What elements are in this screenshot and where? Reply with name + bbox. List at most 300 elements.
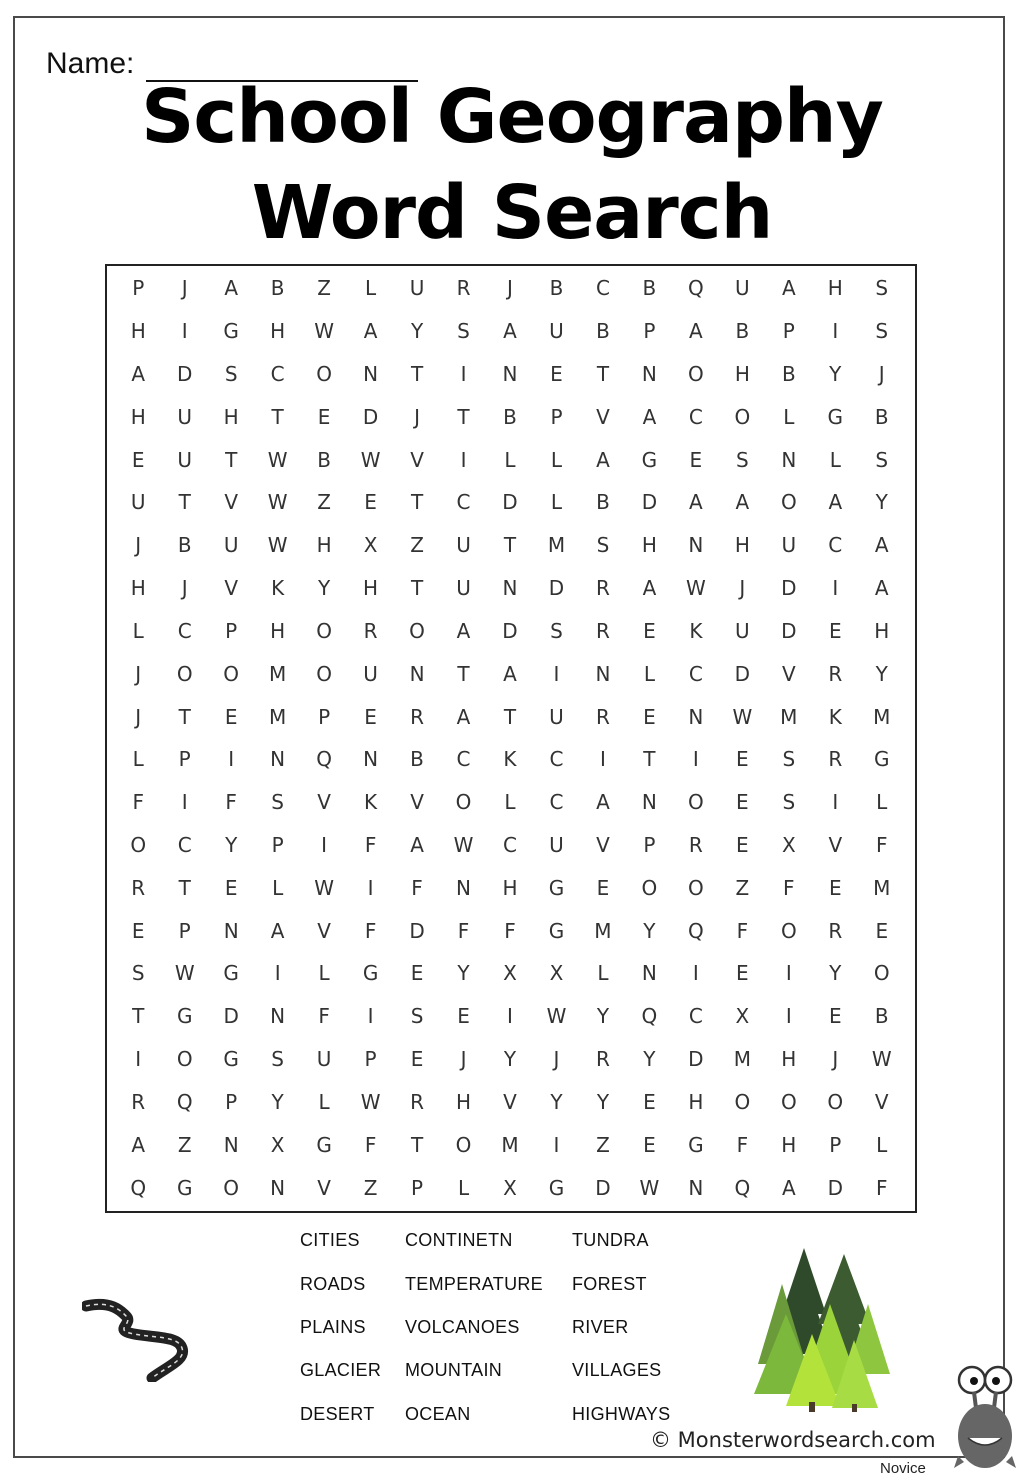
grid-letter[interactable]: A xyxy=(781,276,796,301)
grid-letter[interactable]: E xyxy=(596,875,610,900)
grid-letter[interactable]: Y xyxy=(829,961,842,986)
grid-letter[interactable]: I xyxy=(367,875,374,900)
grid-letter[interactable]: L xyxy=(132,747,144,772)
grid-letter[interactable]: G xyxy=(176,1004,193,1029)
grid-letter[interactable]: N xyxy=(641,790,657,815)
grid-letter[interactable]: W xyxy=(360,447,381,472)
grid-letter[interactable]: O xyxy=(223,661,240,686)
grid-letter[interactable]: V xyxy=(596,833,610,858)
grid-letter[interactable]: B xyxy=(549,276,564,301)
grid-letter[interactable]: T xyxy=(503,704,517,729)
grid-letter[interactable]: B xyxy=(735,319,750,344)
grid-letter[interactable]: A xyxy=(503,319,517,344)
grid-letter[interactable]: D xyxy=(362,404,379,429)
grid-letter[interactable]: L xyxy=(504,447,516,472)
grid-letter[interactable]: E xyxy=(457,1004,470,1029)
grid-letter[interactable]: N xyxy=(223,1132,239,1157)
grid-letter[interactable]: J xyxy=(739,576,746,601)
grid-letter[interactable]: L xyxy=(876,1132,888,1157)
grid-letter[interactable]: R xyxy=(595,704,610,729)
grid-letter[interactable]: X xyxy=(735,1004,750,1029)
grid-letter[interactable]: G xyxy=(316,1132,332,1157)
grid-letter[interactable]: N xyxy=(688,1175,704,1200)
grid-letter[interactable]: Z xyxy=(363,1175,378,1200)
grid-letter[interactable]: E xyxy=(364,704,377,729)
grid-letter[interactable]: Y xyxy=(875,490,888,515)
grid-letter[interactable]: Q xyxy=(688,276,704,301)
grid-letter[interactable]: H xyxy=(130,576,146,601)
grid-letter[interactable]: O xyxy=(316,661,332,686)
grid-letter[interactable]: B xyxy=(270,276,285,301)
grid-letter[interactable]: A xyxy=(735,490,750,515)
grid-letter[interactable]: G xyxy=(223,1047,239,1072)
grid-letter[interactable]: J xyxy=(181,576,188,601)
grid-letter[interactable]: T xyxy=(132,1004,145,1029)
grid-letter[interactable]: G xyxy=(223,319,239,344)
grid-letter[interactable]: E xyxy=(736,747,749,772)
grid-letter[interactable]: N xyxy=(270,1004,286,1029)
grid-letter[interactable]: M xyxy=(873,875,891,900)
grid-letter[interactable]: O xyxy=(688,362,704,387)
grid-letter[interactable]: R xyxy=(363,618,378,643)
grid-letter[interactable]: V xyxy=(224,490,239,515)
grid-letter[interactable]: F xyxy=(318,1004,330,1029)
grid-letter[interactable]: S xyxy=(782,747,796,772)
grid-letter[interactable]: D xyxy=(548,576,565,601)
grid-letter[interactable]: C xyxy=(177,833,192,858)
grid-letter[interactable]: D xyxy=(641,490,658,515)
grid-letter[interactable]: H xyxy=(827,276,843,301)
grid-letter[interactable]: T xyxy=(178,704,191,729)
grid-letter[interactable]: V xyxy=(874,1089,889,1114)
grid-letter[interactable]: V xyxy=(317,790,331,815)
grid-letter[interactable]: E xyxy=(550,362,563,387)
grid-letter[interactable]: A xyxy=(456,704,471,729)
grid-letter[interactable]: C xyxy=(456,747,471,772)
grid-letter[interactable]: F xyxy=(736,1132,749,1157)
grid-letter[interactable]: L xyxy=(365,276,377,301)
grid-letter[interactable]: E xyxy=(643,1089,656,1114)
grid-letter[interactable]: S xyxy=(457,319,470,344)
grid-letter[interactable]: U xyxy=(549,319,564,344)
grid-letter[interactable]: H xyxy=(363,576,379,601)
grid-letter[interactable]: L xyxy=(318,961,330,986)
grid-letter[interactable]: T xyxy=(410,576,424,601)
grid-letter[interactable]: W xyxy=(871,1047,892,1072)
grid-letter[interactable]: P xyxy=(364,1047,377,1072)
grid-letter[interactable]: P xyxy=(178,747,191,772)
grid-letter[interactable]: Z xyxy=(410,533,424,558)
grid-letter[interactable]: O xyxy=(176,661,193,686)
grid-letter[interactable]: V xyxy=(781,661,796,686)
grid-letter[interactable]: O xyxy=(688,875,704,900)
grid-letter[interactable]: P xyxy=(178,918,191,943)
grid-letter[interactable]: B xyxy=(642,276,657,301)
grid-letter[interactable]: Z xyxy=(177,1132,192,1157)
grid-letter[interactable]: A xyxy=(828,490,843,515)
grid-letter[interactable]: X xyxy=(270,1132,285,1157)
grid-letter[interactable]: F xyxy=(132,790,144,815)
grid-letter[interactable]: I xyxy=(785,1004,792,1029)
grid-letter[interactable]: U xyxy=(735,276,750,301)
grid-letter[interactable]: P xyxy=(643,833,656,858)
grid-letter[interactable]: C xyxy=(503,833,517,858)
grid-letter[interactable]: G xyxy=(688,1132,704,1157)
grid-letter[interactable]: T xyxy=(410,1132,424,1157)
grid-letter[interactable]: X xyxy=(503,961,517,986)
grid-letter[interactable]: S xyxy=(271,790,284,815)
grid-letter[interactable]: U xyxy=(409,276,425,301)
grid-letter[interactable]: S xyxy=(271,1047,284,1072)
grid-letter[interactable]: W xyxy=(314,875,334,900)
grid-letter[interactable]: B xyxy=(874,1004,889,1029)
grid-letter[interactable]: A xyxy=(874,576,889,601)
grid-letter[interactable]: C xyxy=(688,661,703,686)
grid-letter[interactable]: J xyxy=(135,704,142,729)
grid-letter[interactable]: D xyxy=(223,1004,239,1029)
grid-letter[interactable]: J xyxy=(181,276,188,301)
grid-letter[interactable]: H xyxy=(688,1089,704,1114)
grid-letter[interactable]: N xyxy=(270,1175,286,1200)
grid-letter[interactable]: A xyxy=(131,1132,146,1157)
grid-letter[interactable]: Y xyxy=(318,576,331,601)
grid-letter[interactable]: O xyxy=(316,362,332,387)
grid-letter[interactable]: R xyxy=(688,833,703,858)
grid-letter[interactable]: G xyxy=(827,404,844,429)
grid-letter[interactable]: O xyxy=(780,1089,797,1114)
grid-letter[interactable]: N xyxy=(223,918,239,943)
grid-letter[interactable]: A xyxy=(642,404,657,429)
grid-letter[interactable]: O xyxy=(641,875,658,900)
grid-letter[interactable]: E xyxy=(131,918,145,943)
grid-letter[interactable]: L xyxy=(504,790,516,815)
grid-letter[interactable]: I xyxy=(507,1004,513,1029)
grid-letter[interactable]: A xyxy=(503,661,517,686)
grid-letter[interactable]: F xyxy=(504,918,516,943)
grid-letter[interactable]: V xyxy=(410,447,424,472)
grid-letter[interactable]: H xyxy=(223,404,239,429)
grid-letter[interactable]: N xyxy=(270,747,286,772)
grid-letter[interactable]: O xyxy=(688,790,704,815)
grid-letter[interactable]: U xyxy=(456,576,471,601)
grid-letter[interactable]: Y xyxy=(643,918,656,943)
grid-letter[interactable]: W xyxy=(174,961,195,986)
grid-letter[interactable]: Y xyxy=(596,1089,610,1114)
grid-letter[interactable]: W xyxy=(732,704,753,729)
grid-letter[interactable]: D xyxy=(502,490,518,515)
grid-letter[interactable]: O xyxy=(223,1175,240,1200)
grid-letter[interactable]: N xyxy=(502,576,518,601)
grid-letter[interactable]: Y xyxy=(410,319,424,344)
grid-letter[interactable]: I xyxy=(832,576,839,601)
grid-letter[interactable]: L xyxy=(829,447,841,472)
grid-letter[interactable]: G xyxy=(548,1175,565,1200)
grid-letter[interactable]: L xyxy=(132,618,144,643)
grid-letter[interactable]: R xyxy=(595,576,610,601)
grid-letter[interactable]: I xyxy=(274,961,281,986)
grid-letter[interactable]: D xyxy=(827,1175,843,1200)
grid-letter[interactable]: N xyxy=(641,362,657,387)
grid-letter[interactable]: Q xyxy=(734,1175,751,1200)
grid-letter[interactable]: T xyxy=(457,661,470,686)
grid-letter[interactable]: N xyxy=(641,961,657,986)
grid-letter[interactable]: O xyxy=(780,490,797,515)
grid-letter[interactable]: W xyxy=(639,1175,660,1200)
grid-letter[interactable]: Q xyxy=(316,747,332,772)
grid-letter[interactable]: W xyxy=(453,833,474,858)
grid-letter[interactable]: O xyxy=(734,1089,751,1114)
grid-letter[interactable]: J xyxy=(460,1047,467,1072)
grid-letter[interactable]: A xyxy=(363,319,378,344)
grid-letter[interactable]: M xyxy=(873,704,891,729)
grid-letter[interactable]: N xyxy=(363,747,379,772)
grid-letter[interactable]: J xyxy=(878,362,885,387)
grid-letter[interactable]: C xyxy=(549,790,564,815)
grid-letter[interactable]: M xyxy=(501,1132,519,1157)
grid-letter[interactable]: R xyxy=(131,1089,146,1114)
grid-letter[interactable]: A xyxy=(131,362,146,387)
grid-letter[interactable]: Q xyxy=(688,918,704,943)
grid-letter[interactable]: F xyxy=(225,790,237,815)
grid-letter[interactable]: C xyxy=(270,362,285,387)
grid-letter[interactable]: R xyxy=(410,1089,424,1114)
grid-letter[interactable]: V xyxy=(317,918,331,943)
grid-letter[interactable]: K xyxy=(271,576,285,601)
grid-letter[interactable]: M xyxy=(547,533,566,558)
grid-letter[interactable]: O xyxy=(409,618,425,643)
grid-letter[interactable]: V xyxy=(828,833,843,858)
grid-letter[interactable]: F xyxy=(364,833,377,858)
grid-letter[interactable]: E xyxy=(410,961,424,986)
grid-letter[interactable]: B xyxy=(874,404,889,429)
grid-letter[interactable]: N xyxy=(688,533,704,558)
grid-letter[interactable]: I xyxy=(785,961,792,986)
grid-letter[interactable]: U xyxy=(456,533,471,558)
grid-letter[interactable]: D xyxy=(688,1047,704,1072)
grid-letter[interactable]: T xyxy=(410,490,424,515)
grid-letter[interactable]: E xyxy=(689,447,703,472)
grid-letter[interactable]: N xyxy=(456,875,471,900)
grid-letter[interactable]: N xyxy=(781,447,797,472)
grid-letter[interactable]: A xyxy=(689,490,703,515)
grid-letter[interactable]: J xyxy=(832,1047,839,1072)
grid-letter[interactable]: J xyxy=(135,661,142,686)
grid-letter[interactable]: U xyxy=(549,704,564,729)
grid-letter[interactable]: I xyxy=(599,747,606,772)
grid-letter[interactable]: B xyxy=(410,747,424,772)
grid-letter[interactable]: G xyxy=(874,747,890,772)
grid-letter[interactable]: D xyxy=(409,918,425,943)
grid-letter[interactable]: L xyxy=(876,790,888,815)
grid-letter[interactable]: I xyxy=(692,747,699,772)
grid-letter[interactable]: T xyxy=(178,490,191,515)
grid-letter[interactable]: C xyxy=(549,747,564,772)
grid-letter[interactable]: A xyxy=(874,533,889,558)
grid-letter[interactable]: M xyxy=(780,704,798,729)
grid-letter[interactable]: B xyxy=(781,362,796,387)
grid-letter[interactable]: E xyxy=(828,1004,842,1029)
grid-letter[interactable]: A xyxy=(596,790,610,815)
grid-letter[interactable]: E xyxy=(131,447,145,472)
grid-letter[interactable]: U xyxy=(177,404,193,429)
grid-letter[interactable]: I xyxy=(135,1047,142,1072)
grid-letter[interactable]: D xyxy=(177,362,193,387)
grid-letter[interactable]: S xyxy=(782,790,796,815)
grid-letter[interactable]: O xyxy=(873,961,890,986)
grid-letter[interactable]: R xyxy=(828,661,843,686)
grid-letter[interactable]: P xyxy=(829,1132,842,1157)
grid-letter[interactable]: X xyxy=(781,833,796,858)
grid-letter[interactable]: C xyxy=(595,276,610,301)
grid-letter[interactable]: O xyxy=(780,918,797,943)
grid-letter[interactable]: J xyxy=(553,1047,560,1072)
grid-letter[interactable]: K xyxy=(828,704,842,729)
grid-letter[interactable]: P xyxy=(225,618,238,643)
grid-letter[interactable]: M xyxy=(269,661,287,686)
grid-letter[interactable]: W xyxy=(546,1004,567,1029)
grid-letter[interactable]: V xyxy=(317,1175,331,1200)
grid-letter[interactable]: D xyxy=(502,618,518,643)
grid-letter[interactable]: F xyxy=(783,875,795,900)
grid-letter[interactable]: Y xyxy=(271,1089,284,1114)
grid-letter[interactable]: E xyxy=(736,790,749,815)
grid-letter[interactable]: T xyxy=(178,875,191,900)
grid-letter[interactable]: R xyxy=(410,704,424,729)
grid-letter[interactable]: F xyxy=(876,833,888,858)
grid-letter[interactable]: P xyxy=(782,319,795,344)
grid-letter[interactable]: M xyxy=(733,1047,751,1072)
grid-letter[interactable]: U xyxy=(177,447,193,472)
grid-letter[interactable]: A xyxy=(410,833,424,858)
grid-letter[interactable]: L xyxy=(457,1175,470,1200)
grid-letter[interactable]: R xyxy=(131,875,146,900)
grid-letter[interactable]: E xyxy=(828,875,842,900)
grid-letter[interactable]: K xyxy=(364,790,378,815)
grid-letter[interactable]: A xyxy=(689,319,703,344)
grid-letter[interactable]: V xyxy=(503,1089,517,1114)
grid-letter[interactable]: G xyxy=(176,1175,193,1200)
grid-letter[interactable]: E xyxy=(224,704,238,729)
grid-letter[interactable]: C xyxy=(688,404,703,429)
grid-letter[interactable]: S xyxy=(550,618,563,643)
grid-letter[interactable]: X xyxy=(549,961,564,986)
grid-letter[interactable]: G xyxy=(548,918,565,943)
grid-letter[interactable]: Z xyxy=(317,490,331,515)
grid-letter[interactable]: L xyxy=(318,1089,330,1114)
grid-letter[interactable]: J xyxy=(135,533,142,558)
grid-letter[interactable]: W xyxy=(267,447,288,472)
grid-letter[interactable]: U xyxy=(781,533,797,558)
grid-letter[interactable]: G xyxy=(548,875,565,900)
grid-letter[interactable]: T xyxy=(225,447,238,472)
grid-letter[interactable]: T xyxy=(271,404,284,429)
grid-letter[interactable]: I xyxy=(460,362,467,387)
grid-letter[interactable]: K xyxy=(503,747,517,772)
grid-letter[interactable]: D xyxy=(595,1175,611,1200)
grid-letter[interactable]: O xyxy=(455,1132,472,1157)
grid-letter[interactable]: H xyxy=(641,533,657,558)
grid-letter[interactable]: A xyxy=(224,276,239,301)
grid-letter[interactable]: I xyxy=(692,961,699,986)
grid-letter[interactable]: E xyxy=(364,490,377,515)
grid-letter[interactable]: I xyxy=(832,790,839,815)
grid-letter[interactable]: T xyxy=(410,362,424,387)
grid-letter[interactable]: P xyxy=(550,404,563,429)
grid-letter[interactable]: F xyxy=(736,918,749,943)
grid-letter[interactable]: V xyxy=(410,790,424,815)
grid-letter[interactable]: E xyxy=(643,704,656,729)
grid-letter[interactable]: Y xyxy=(550,1089,563,1114)
grid-letter[interactable]: Q xyxy=(130,1175,147,1200)
grid-letter[interactable]: N xyxy=(409,661,425,686)
grid-letter[interactable]: B xyxy=(503,404,517,429)
grid-letter[interactable]: B xyxy=(596,490,610,515)
grid-letter[interactable]: H xyxy=(130,404,146,429)
grid-letter[interactable]: V xyxy=(224,576,239,601)
grid-letter[interactable]: A xyxy=(456,618,471,643)
grid-letter[interactable]: E xyxy=(875,918,889,943)
grid-letter[interactable]: N xyxy=(595,661,611,686)
grid-letter[interactable]: N xyxy=(502,362,518,387)
grid-letter[interactable]: S xyxy=(224,362,238,387)
grid-letter[interactable]: B xyxy=(596,319,610,344)
grid-letter[interactable]: G xyxy=(362,961,379,986)
grid-letter[interactable]: H xyxy=(316,533,332,558)
grid-letter[interactable]: H xyxy=(270,319,286,344)
grid-letter[interactable]: L xyxy=(783,404,795,429)
grid-letter[interactable]: M xyxy=(269,704,287,729)
grid-letter[interactable]: X xyxy=(503,1175,517,1200)
grid-letter[interactable]: I xyxy=(181,319,188,344)
grid-letter[interactable]: P xyxy=(271,833,284,858)
grid-letter[interactable]: O xyxy=(130,833,147,858)
grid-letter[interactable]: I xyxy=(181,790,188,815)
grid-letter[interactable]: P xyxy=(132,276,145,301)
grid-letter[interactable]: U xyxy=(130,490,146,515)
grid-letter[interactable]: S xyxy=(410,1004,424,1029)
grid-letter[interactable]: B xyxy=(177,533,192,558)
grid-letter[interactable]: S xyxy=(596,533,610,558)
grid-letter[interactable]: O xyxy=(316,618,332,643)
grid-letter[interactable]: A xyxy=(781,1175,796,1200)
grid-letter[interactable]: G xyxy=(641,447,658,472)
grid-letter[interactable]: U xyxy=(223,533,239,558)
grid-letter[interactable]: S xyxy=(875,447,889,472)
grid-letter[interactable]: F xyxy=(457,918,470,943)
grid-letter[interactable]: E xyxy=(643,618,656,643)
grid-letter[interactable]: C xyxy=(688,1004,703,1029)
grid-letter[interactable]: X xyxy=(363,533,378,558)
grid-letter[interactable]: I xyxy=(321,833,328,858)
grid-letter[interactable]: O xyxy=(734,404,751,429)
grid-letter[interactable]: K xyxy=(689,618,703,643)
grid-letter[interactable]: D xyxy=(781,576,797,601)
grid-letter[interactable]: T xyxy=(503,533,517,558)
grid-letter[interactable]: U xyxy=(735,618,750,643)
grid-letter[interactable]: D xyxy=(734,661,751,686)
grid-letter[interactable]: S xyxy=(875,319,889,344)
grid-letter[interactable]: R xyxy=(456,276,471,301)
grid-letter[interactable]: R xyxy=(595,1047,610,1072)
grid-letter[interactable]: O xyxy=(827,1089,844,1114)
grid-letter[interactable]: H xyxy=(734,533,750,558)
grid-letter[interactable]: A xyxy=(596,447,610,472)
grid-letter[interactable]: Q xyxy=(176,1089,193,1114)
grid-letter[interactable]: I xyxy=(553,1132,560,1157)
grid-letter[interactable]: E xyxy=(317,404,331,429)
grid-letter[interactable]: C xyxy=(828,533,843,558)
grid-letter[interactable]: L xyxy=(272,875,284,900)
